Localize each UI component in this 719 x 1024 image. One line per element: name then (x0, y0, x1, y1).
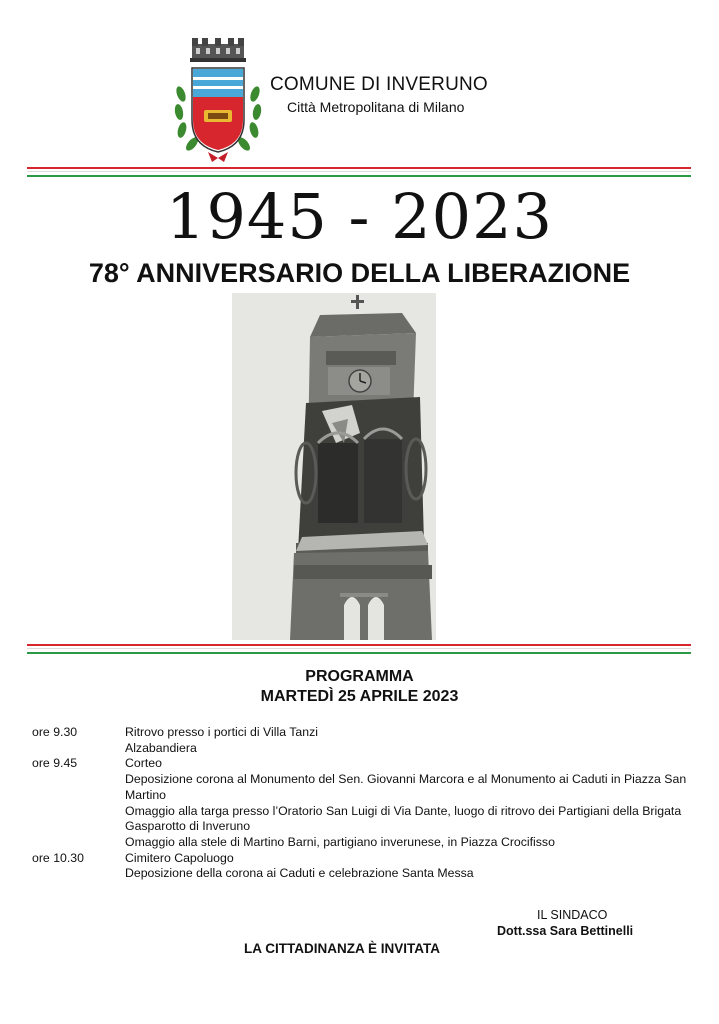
schedule-line: Alzabandiera (125, 740, 197, 755)
bell-tower-photo (232, 293, 436, 640)
mayor-title: IL SINDACO (537, 908, 608, 922)
tricolor-divider-bottom (27, 644, 691, 656)
mayor-name: Dott.ssa Sara Bettinelli (497, 924, 634, 938)
schedule-line: Omaggio alla stele di Martino Barni, partigiano inverunese, in Piazza Crocifisso (125, 834, 555, 849)
program-date: MARTEDÌ 25 APRILE 2023 (260, 688, 459, 705)
crown-icon (190, 38, 246, 62)
schedule-line: Cimitero Capoluogo (125, 850, 234, 865)
municipality-name: COMUNE DI INVERUNO (270, 74, 488, 95)
schedule-time: ore 9.30 (32, 725, 78, 739)
years-heading: 1945 - 2023 (166, 180, 553, 253)
schedule-item (32, 851, 692, 882)
schedule-time: ore 10.30 (32, 850, 84, 865)
schedule-item (32, 725, 692, 756)
program-label: PROGRAMMA (305, 668, 414, 685)
schedule-time: ore 9.45 (32, 756, 78, 771)
municipality-subtitle: Città Metropolitana di Milano (287, 99, 465, 115)
anniversary-heading: 78° ANNIVERSARIO DELLA LIBERAZIONE (88, 258, 631, 288)
tricolor-divider-top (27, 167, 691, 179)
program-heading (0, 667, 719, 707)
schedule-line: Ritrovo presso i portici di Villa Tanzi (125, 725, 318, 739)
schedule-line: Corteo (125, 756, 162, 771)
municipal-coat-of-arms (168, 34, 268, 164)
schedule-line: Deposizione della corona ai Caduti e celebrazione Santa Messa (125, 866, 474, 881)
program-schedule (32, 725, 692, 882)
schedule-line: Omaggio alla targa presso l’Oratorio San Luigi di Via Dante, luogo di ritrovo dei Partigiani della Brigata Gasparotto di Inveruno (125, 803, 682, 834)
schedule-line: Deposizione corona al Monumento del Sen. Giovanni Marcora e al Monumento ai Caduti in Piazza San Martino (125, 772, 687, 802)
schedule-item (32, 756, 692, 850)
invitation-text: LA CITTADINANZA È INVITATA (244, 941, 440, 956)
